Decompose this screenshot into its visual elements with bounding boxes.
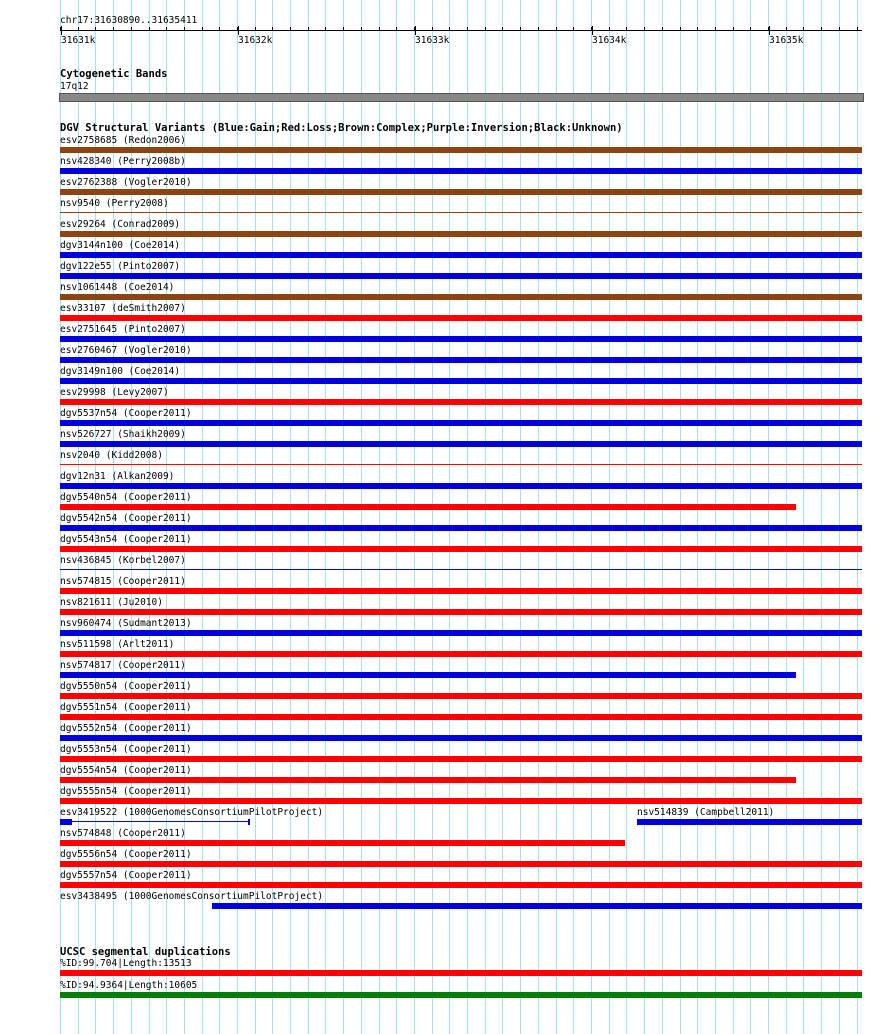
ruler-minor-tick	[768, 27, 769, 31]
dgv-variant-bar[interactable]	[60, 212, 862, 213]
dgv-variant-bar[interactable]	[60, 399, 862, 405]
ruler-minor-tick	[467, 27, 468, 31]
dgv-variant-label[interactable]: dgv5540n54 (Cooper2011)	[60, 492, 192, 503]
dgv-variant-label[interactable]: dgv5537n54 (Cooper2011)	[60, 408, 192, 419]
dgv-variant-label[interactable]: dgv5554n54 (Cooper2011)	[60, 765, 192, 776]
dgv-variant-label[interactable]: dgv5553n54 (Cooper2011)	[60, 744, 192, 755]
ruler-minor-tick	[379, 27, 380, 31]
grid-line	[662, 0, 663, 1034]
dgv-variant-label[interactable]: nsv1061448 (Coe2014)	[60, 282, 175, 293]
dgv-variant-bar[interactable]	[60, 504, 796, 510]
grid-line	[715, 0, 716, 1034]
ruler-tick-label: 31633k	[415, 35, 450, 46]
grid-line	[255, 0, 256, 1034]
grid-line	[644, 0, 645, 1034]
dgv-variant-bar[interactable]	[60, 735, 862, 741]
ruler-minor-tick	[202, 27, 203, 31]
dgv-variant-bar[interactable]	[60, 525, 862, 531]
dgv-variant-bar[interactable]	[60, 336, 862, 342]
dgv-variant-bar[interactable]	[60, 464, 862, 465]
dgv-variant-bar[interactable]	[60, 147, 862, 153]
ruler-tick-label: 31634k	[592, 35, 627, 46]
region-label: chr17:31630890..31635411	[60, 15, 198, 26]
ruler-minor-tick	[149, 27, 150, 31]
dgv-variant-label[interactable]: dgv3144n100 (Coe2014)	[60, 240, 181, 251]
dgv-variant-bar[interactable]	[60, 840, 625, 846]
ruler-minor-tick	[750, 27, 751, 31]
ruler-minor-tick	[78, 27, 79, 31]
ruler-minor-tick	[255, 27, 256, 31]
grid-line	[308, 0, 309, 1034]
grid-line	[857, 0, 858, 1034]
grid-line	[786, 0, 787, 1034]
dgv-variant-label[interactable]: dgv5543n54 (Cooper2011)	[60, 534, 192, 545]
dgv-variant-bar[interactable]	[248, 819, 250, 825]
grid-line	[591, 0, 592, 1034]
segdup-track-title[interactable]: UCSC segmental duplications	[60, 946, 231, 958]
dgv-variant-label[interactable]: nsv2040 (Kidd2008)	[60, 450, 163, 461]
grid-line	[219, 0, 220, 1034]
dgv-variant-bar[interactable]	[60, 294, 862, 300]
grid-line	[290, 0, 291, 1034]
dgv-variant-bar[interactable]	[60, 252, 862, 258]
grid-line	[697, 0, 698, 1034]
dgv-variant-label[interactable]: nsv960474 (Sudmant2013)	[60, 618, 192, 629]
dgv-variant-label[interactable]: dgv5557n54 (Cooper2011)	[60, 870, 192, 881]
dgv-variant-bar[interactable]	[60, 231, 862, 237]
dgv-variant-label[interactable]: esv29264 (Conrad2009)	[60, 219, 181, 230]
dgv-variant-label[interactable]: nsv574848 (Cooper2011)	[60, 828, 186, 839]
dgv-variant-label[interactable]: nsv574815 (Cooper2011)	[60, 576, 186, 587]
grid-line	[396, 0, 397, 1034]
ruler-minor-tick	[520, 27, 521, 31]
ruler-axis	[60, 30, 862, 31]
ruler-minor-tick	[626, 27, 627, 31]
segdup-bar[interactable]	[60, 992, 862, 998]
dgv-variant-connector	[60, 821, 249, 822]
grid-line	[680, 0, 681, 1034]
ruler-minor-tick	[414, 27, 415, 31]
ruler-minor-tick	[697, 27, 698, 31]
grid-line	[467, 0, 468, 1034]
grid-line	[502, 0, 503, 1034]
ruler-tick	[61, 26, 62, 35]
dgv-variant-bar[interactable]	[60, 693, 862, 699]
grid-line	[272, 0, 273, 1034]
ruler-minor-tick	[95, 27, 96, 31]
ruler-tick-label: 31635k	[769, 35, 804, 46]
dgv-variant-label[interactable]: dgv5550n54 (Cooper2011)	[60, 681, 192, 692]
dgv-variant-bar[interactable]	[60, 651, 862, 657]
ruler-tick	[769, 26, 770, 35]
dgv-variant-label[interactable]: dgv5552n54 (Cooper2011)	[60, 723, 192, 734]
grid-line	[237, 0, 238, 1034]
ruler-minor-tick	[361, 27, 362, 31]
dgv-variant-label[interactable]: nsv511598 (Arlt2011)	[60, 639, 175, 650]
dgv-variant-label[interactable]: esv29998 (Levy2007)	[60, 387, 169, 398]
ruler-minor-tick	[786, 27, 787, 31]
dgv-variant-label[interactable]: dgv122e55 (Pinto2007)	[60, 261, 181, 272]
ruler-minor-tick	[237, 27, 238, 31]
ruler-minor-tick	[857, 27, 858, 31]
dgv-variant-bar[interactable]	[60, 315, 862, 321]
ruler-minor-tick	[662, 27, 663, 31]
dgv-variant-bar[interactable]	[60, 630, 862, 636]
ruler-tick-label: 31632k	[238, 35, 273, 46]
cytoband-label: 17q12	[60, 81, 89, 92]
grid-line	[839, 0, 840, 1034]
ruler-minor-tick	[219, 27, 220, 31]
dgv-variant-bar[interactable]	[60, 777, 796, 783]
dgv-variant-bar[interactable]	[637, 819, 862, 825]
dgv-variant-label[interactable]: esv33107 (deSmith2007)	[60, 303, 186, 314]
dgv-variant-bar[interactable]	[60, 357, 862, 363]
ruler-minor-tick	[396, 27, 397, 31]
dgv-track-title[interactable]: DGV Structural Variants (Blue:Gain;Red:Loss;Brown:Complex;Purple:Inversion;Black:Unknown)	[60, 122, 623, 134]
dgv-variant-label[interactable]: dgv3149n100 (Coe2014)	[60, 366, 181, 377]
segdup-label[interactable]: %ID:94.9364|Length:10605	[60, 980, 198, 991]
grid-line	[556, 0, 557, 1034]
ruler-minor-tick	[821, 27, 822, 31]
dgv-variant-bar[interactable]	[60, 273, 862, 279]
dgv-variant-bar[interactable]	[60, 189, 862, 195]
grid-line	[432, 0, 433, 1034]
ruler-minor-tick	[343, 27, 344, 31]
grid-line	[803, 0, 804, 1034]
grid-line	[750, 0, 751, 1034]
ruler-minor-tick	[113, 27, 114, 31]
grid-line	[485, 0, 486, 1034]
grid-line	[538, 0, 539, 1034]
dgv-variant-label[interactable]: nsv514839 (Campbell2011)	[637, 807, 775, 818]
grid-line	[768, 0, 769, 1034]
ruler-tick	[238, 26, 239, 35]
grid-line	[414, 0, 415, 1034]
dgv-variant-label[interactable]: nsv821611 (Ju2010)	[60, 597, 163, 608]
dgv-variant-bar[interactable]	[60, 714, 862, 720]
dgv-variant-label[interactable]: nsv574817 (Cooper2011)	[60, 660, 186, 671]
dgv-variant-label[interactable]: esv2751645 (Pinto2007)	[60, 324, 186, 335]
ruler-tick	[415, 26, 416, 35]
ruler-minor-tick	[644, 27, 645, 31]
dgv-variant-label[interactable]: nsv9540 (Perry2008)	[60, 198, 169, 209]
grid-line	[343, 0, 344, 1034]
ruler-tick	[592, 26, 593, 35]
dgv-variant-label[interactable]: dgv5556n54 (Cooper2011)	[60, 849, 192, 860]
grid-line	[609, 0, 610, 1034]
dgv-variant-bar[interactable]	[60, 168, 862, 174]
ruler-minor-tick	[290, 27, 291, 31]
ruler-tick-label: 31631k	[61, 35, 96, 46]
dgv-variant-label[interactable]: esv3438495 (1000GenomesConsortiumPilotProject)	[60, 891, 324, 902]
ruler-minor-tick	[325, 27, 326, 31]
dgv-variant-bar[interactable]	[60, 798, 862, 804]
ruler-minor-tick	[538, 27, 539, 31]
ruler-minor-tick	[60, 27, 61, 31]
dgv-variant-label[interactable]: esv2758685 (Redon2006)	[60, 135, 186, 146]
dgv-variant-label[interactable]: nsv526727 (Shaikh2009)	[60, 429, 186, 440]
dgv-variant-label[interactable]: nsv436845 (Korbel2007)	[60, 555, 186, 566]
grid-line	[733, 0, 734, 1034]
dgv-variant-bar[interactable]	[60, 588, 862, 594]
dgv-variant-bar[interactable]	[60, 441, 862, 447]
grid-line	[449, 0, 450, 1034]
dgv-variant-label[interactable]: esv3419522 (1000GenomesConsortiumPilotProject)	[60, 807, 324, 818]
cytoband-track-title[interactable]: Cytogenetic Bands	[60, 68, 168, 80]
dgv-variant-bar[interactable]	[60, 861, 862, 867]
grid-line	[202, 0, 203, 1034]
ruler-minor-tick	[432, 27, 433, 31]
ruler-minor-tick	[131, 27, 132, 31]
dgv-variant-bar[interactable]	[60, 569, 862, 570]
grid-line	[821, 0, 822, 1034]
ruler-minor-tick	[591, 27, 592, 31]
ruler-minor-tick	[502, 27, 503, 31]
ruler-minor-tick	[166, 27, 167, 31]
dgv-variant-bar[interactable]	[60, 378, 862, 384]
grid-line	[520, 0, 521, 1034]
grid-line	[361, 0, 362, 1034]
ruler-minor-tick	[715, 27, 716, 31]
dgv-variant-bar[interactable]	[60, 672, 796, 678]
ruler-minor-tick	[449, 27, 450, 31]
ruler-minor-tick	[485, 27, 486, 31]
cytoband-bar[interactable]	[59, 93, 864, 102]
dgv-variant-label[interactable]: nsv428340 (Perry2008b)	[60, 156, 186, 167]
dgv-variant-bar[interactable]	[60, 546, 862, 552]
dgv-variant-bar[interactable]	[60, 819, 72, 825]
ruler-minor-tick	[556, 27, 557, 31]
grid-line	[626, 0, 627, 1034]
ruler-minor-tick	[272, 27, 273, 31]
dgv-variant-bar[interactable]	[60, 756, 862, 762]
dgv-variant-label[interactable]: dgv5555n54 (Cooper2011)	[60, 786, 192, 797]
grid-line	[325, 0, 326, 1034]
ruler-minor-tick	[308, 27, 309, 31]
grid-line	[573, 0, 574, 1034]
dgv-variant-bar[interactable]	[60, 882, 862, 888]
segdup-label[interactable]: %ID:99.704|Length:13513	[60, 958, 192, 969]
dgv-variant-bar[interactable]	[60, 420, 862, 426]
dgv-variant-label[interactable]: dgv12n31 (Alkan2009)	[60, 471, 175, 482]
dgv-variant-label[interactable]: dgv5542n54 (Cooper2011)	[60, 513, 192, 524]
ruler-minor-tick	[839, 27, 840, 31]
ruler-minor-tick	[609, 27, 610, 31]
grid-line	[379, 0, 380, 1034]
dgv-variant-label[interactable]: esv2760467 (Vogler2010)	[60, 345, 192, 356]
dgv-variant-label[interactable]: esv2762388 (Vogler2010)	[60, 177, 192, 188]
segdup-bar[interactable]	[60, 970, 862, 976]
ruler-minor-tick	[573, 27, 574, 31]
ruler-minor-tick	[733, 27, 734, 31]
dgv-variant-bar[interactable]	[212, 903, 862, 909]
dgv-variant-bar[interactable]	[60, 483, 862, 489]
dgv-variant-label[interactable]: dgv5551n54 (Cooper2011)	[60, 702, 192, 713]
ruler-minor-tick	[680, 27, 681, 31]
dgv-variant-bar[interactable]	[60, 609, 862, 615]
ruler-minor-tick	[803, 27, 804, 31]
ruler-minor-tick	[184, 27, 185, 31]
